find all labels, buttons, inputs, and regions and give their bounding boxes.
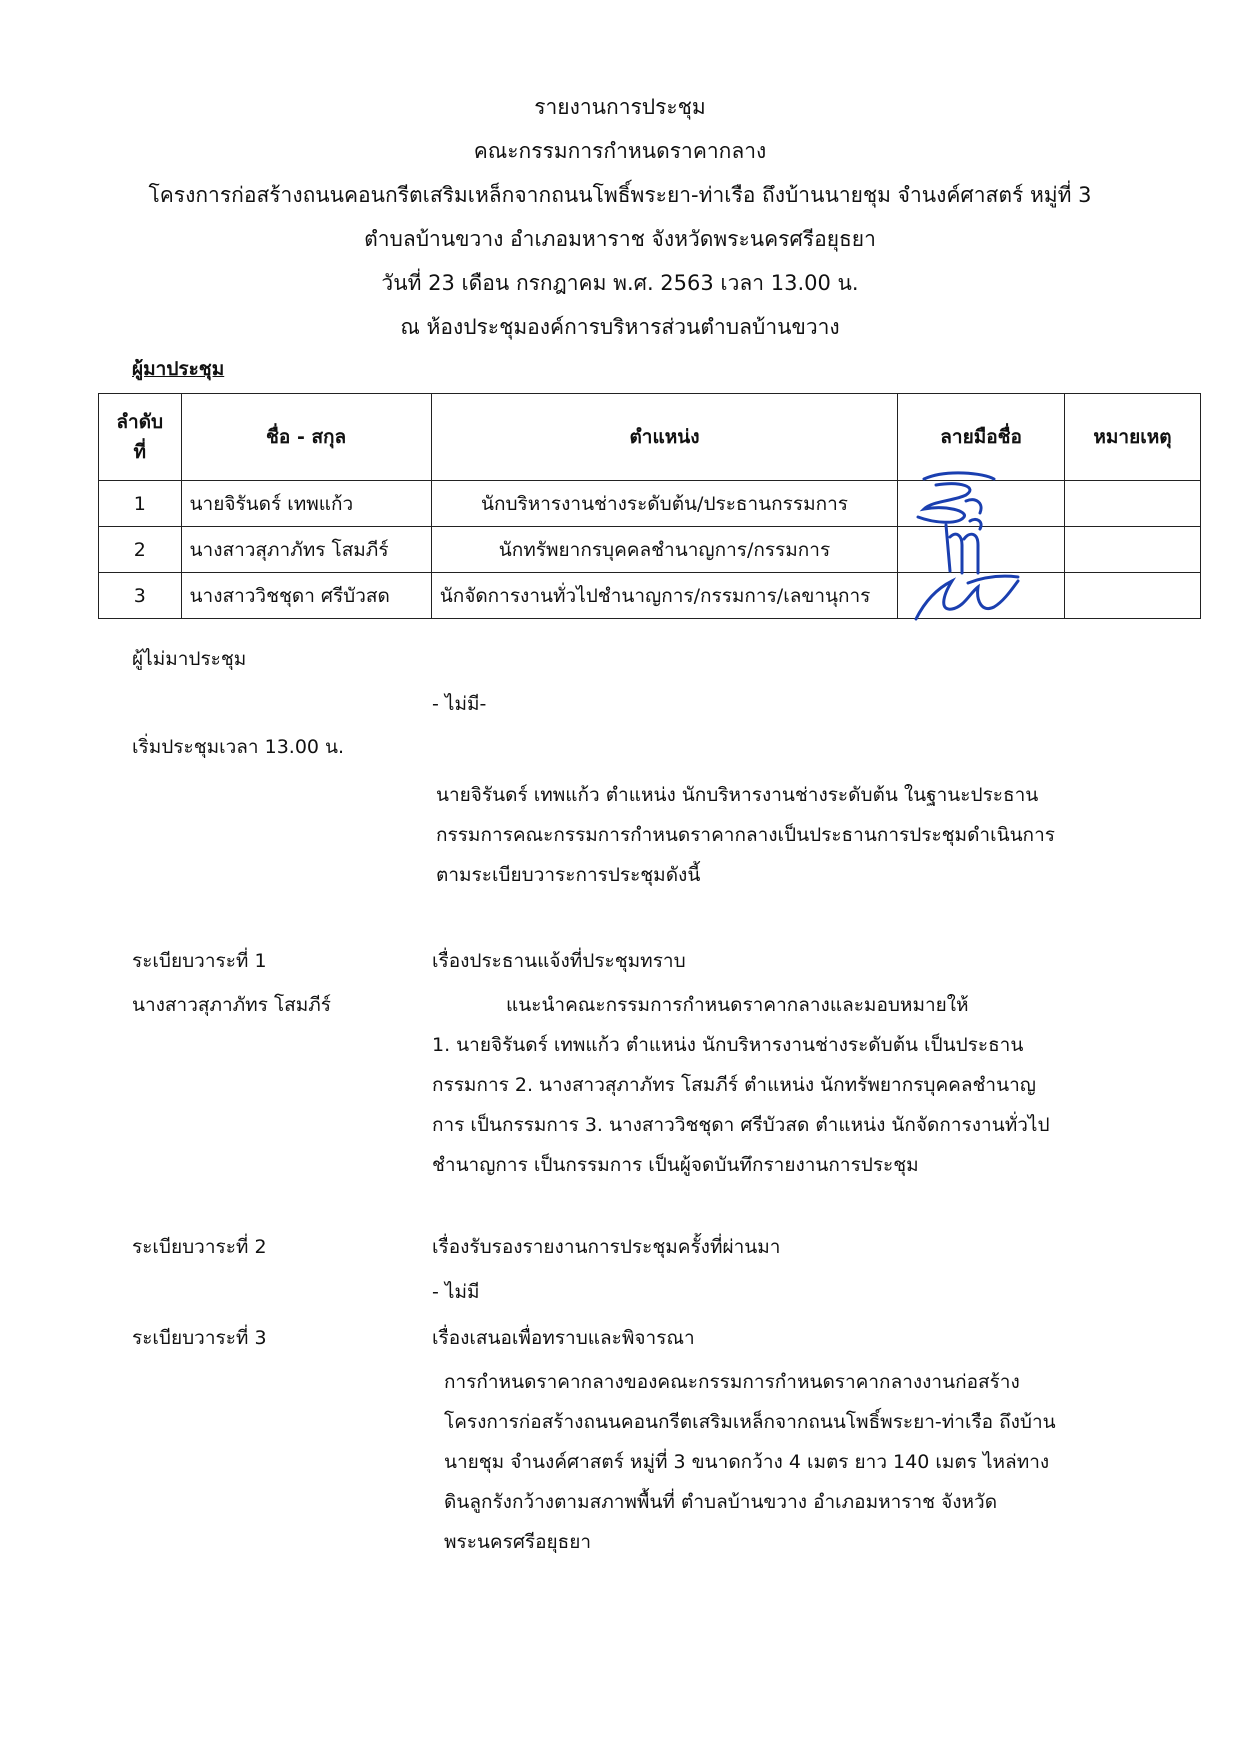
absent-label: ผู้ไม่มาประชุม — [132, 648, 247, 670]
row-no: 2 — [99, 527, 182, 573]
row-position: นักจัดการงานทั่วไปชำนาญการ/กรรมการ/เลขานุการ — [431, 573, 898, 619]
row-position: นักทรัพยากรบุคคลชำนาญการ/กรรมการ — [431, 527, 898, 573]
header-signature: ลายมือชื่อ — [898, 394, 1065, 481]
header-name: ชื่อ - สกุล — [181, 394, 431, 481]
header-note: หมายเหตุ — [1064, 394, 1200, 481]
project-location: ตำบลบ้านขวาง อำเภอมหาราช จังหวัดพระนครศรีอยุธยา — [364, 227, 876, 251]
paragraph-line: ตามระเบียบวาระการประชุมดังนี้ — [436, 864, 701, 886]
table-row — [99, 481, 1201, 527]
paragraph-line: นายชุม จำนงค์ศาสตร์ หมู่ที่ 3 ขนาดกว้าง 4 เมตร ยาว 140 เมตร ไหล่ทาง — [444, 1451, 1050, 1473]
report-title: รายงานการประชุม — [534, 95, 706, 119]
meeting-date: วันที่ 23 เดือน กรกฎาคม พ.ศ. 2563 เวลา 13.00 น. — [381, 271, 859, 295]
row-position: นักบริหารงานช่างระดับต้น/ประธานกรรมการ — [431, 481, 898, 527]
agenda-3-paragraph — [444, 1362, 1056, 1562]
agenda-3-label: ระเบียบวาระที่ 3 — [132, 1327, 267, 1349]
agenda-1-title: เรื่องประธานแจ้งที่ประชุมทราบ — [432, 950, 686, 972]
attendees-table — [98, 393, 1201, 619]
paragraph-line: ดินลูกรังกว้างตามสภาพพื้นที่ ตำบลบ้านขวาง อำเภอมหาราช จังหวัด — [444, 1491, 998, 1513]
paragraph-line: แนะนำคณะกรรมการกำหนดราคากลางและมอบหมายให้ — [506, 994, 969, 1016]
table-header-row — [99, 394, 1201, 481]
signature-cell — [898, 573, 1065, 619]
row-no: 3 — [99, 573, 182, 619]
agenda-1-label: ระเบียบวาระที่ 1 — [132, 950, 267, 972]
row-note — [1064, 481, 1200, 527]
paragraph-line: 1. นายจิรันดร์ เทพแก้ว ตำแหน่ง นักบริหารงานช่างระดับต้น เป็นประธาน — [432, 1034, 1024, 1056]
absent-value: - ไม่มี- — [432, 693, 487, 715]
paragraph-line: กรรมการ 2. นางสาวสุภาภัทร โสมภีร์ ตำแหน่ง นักทรัพยากรบุคคลชำนาญ — [432, 1074, 1036, 1096]
paragraph-line: การ เป็นกรรมการ 3. นางสาววิชชุดา ศรีบัวสด ตำแหน่ง นักจัดการงานทั่วไป — [432, 1114, 1050, 1136]
row-name: นายจิรันดร์ เทพแก้ว — [181, 481, 431, 527]
agenda-1-paragraph — [432, 985, 1050, 1185]
agenda-2-label: ระเบียบวาระที่ 2 — [132, 1236, 267, 1258]
committee-name: คณะกรรมการกำหนดราคากลาง — [473, 139, 767, 163]
start-paragraph — [436, 775, 1055, 895]
agenda-2-value: - ไม่มี — [432, 1281, 480, 1303]
row-no: 1 — [99, 481, 182, 527]
signature-image — [906, 563, 1026, 627]
meeting-venue: ณ ห้องประชุมองค์การบริหารส่วนตำบลบ้านขวาง — [400, 315, 840, 339]
table-row — [99, 573, 1201, 619]
attendees-label: ผู้มาประชุม — [132, 358, 225, 380]
header-position: ตำแหน่ง — [431, 394, 898, 481]
paragraph-line: โครงการก่อสร้างถนนคอนกรีตเสริมเหล็กจากถนนโพธิ์พระยา-ท่าเรือ ถึงบ้าน — [444, 1411, 1056, 1433]
paragraph-line: นายจิรันดร์ เทพแก้ว ตำแหน่ง นักบริหารงานช่างระดับต้น ในฐานะประธาน — [436, 784, 1039, 806]
row-name: นางสาวสุภาภัทร โสมภีร์ — [181, 527, 431, 573]
row-name: นางสาววิชชุดา ศรีบัวสด — [181, 573, 431, 619]
header-no: ลำดับ ที่ — [99, 394, 182, 481]
project-name: โครงการก่อสร้างถนนคอนกรีตเสริมเหล็กจากถนนโพธิ์พระยา-ท่าเรือ ถึงบ้านนายชุม จำนงค์ศาสตร์ หมู่ที่ 3 — [148, 183, 1092, 207]
agenda-3-title: เรื่องเสนอเพื่อทราบและพิจารณา — [432, 1327, 695, 1349]
paragraph-line: การกำหนดราคากลางของคณะกรรมการกำหนดราคากลางงานก่อสร้าง — [444, 1371, 1020, 1393]
paragraph-line: กรรมการคณะกรรมการกำหนดราคากลางเป็นประธานการประชุมดำเนินการ — [436, 824, 1055, 846]
row-note — [1064, 573, 1200, 619]
agenda-2-title: เรื่องรับรองรายงานการประชุมครั้งที่ผ่านมา — [432, 1236, 781, 1258]
start-time-label: เริ่มประชุมเวลา 13.00 น. — [132, 736, 345, 758]
agenda-1-speaker: นางสาวสุภาภัทร โสมภีร์ — [132, 994, 332, 1016]
paragraph-line: ชำนาญการ เป็นกรรมการ เป็นผู้จดบันทึกรายงานการประชุม — [432, 1154, 919, 1176]
row-note — [1064, 527, 1200, 573]
table-row — [99, 527, 1201, 573]
paragraph-line: พระนครศรีอยุธยา — [444, 1531, 592, 1553]
